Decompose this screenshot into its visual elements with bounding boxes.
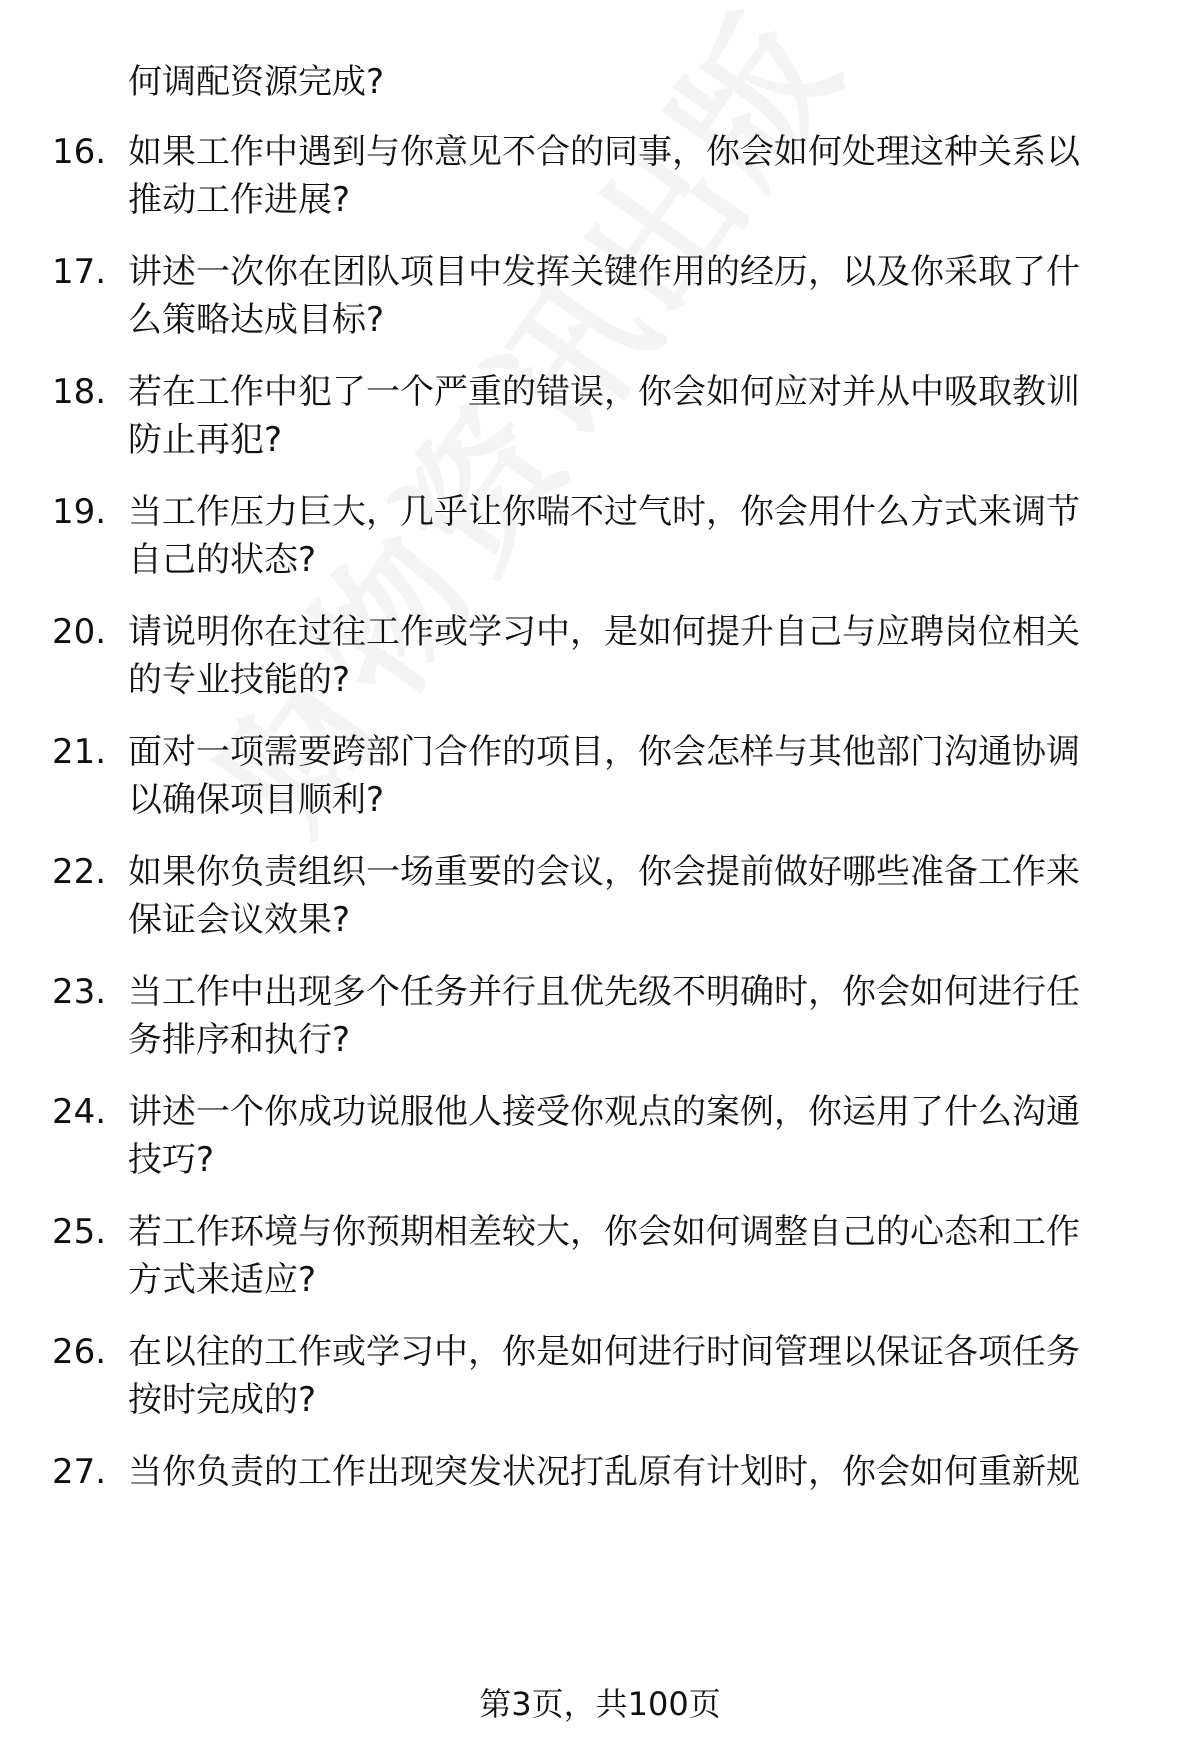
question-text: 若在工作中犯了一个严重的错误，你会如何应对并从中吸取教训 防止再犯? bbox=[128, 372, 1080, 460]
question-number: 17. bbox=[52, 252, 107, 292]
question-number: 21. bbox=[52, 732, 107, 772]
question-number: 26. bbox=[52, 1332, 107, 1372]
question-number: 27. bbox=[52, 1452, 107, 1492]
question-number: 22. bbox=[52, 852, 107, 892]
page-footer: 第3页，共100页 bbox=[479, 1685, 721, 1723]
question-number: 23. bbox=[52, 972, 107, 1012]
question-text: 如果你负责组织一场重要的会议，你会提前做好哪些准备工作来 保证会议效果? bbox=[128, 852, 1080, 940]
question-number: 16. bbox=[52, 132, 107, 172]
question-text: 讲述一个你成功说服他人接受你观点的案例，你运用了什么沟通 技巧? bbox=[128, 1092, 1080, 1180]
question-text: 当工作压力巨大，几乎让你喘不过气时，你会用什么方式来调节 自己的状态? bbox=[128, 492, 1080, 580]
question-number: 20. bbox=[52, 612, 107, 652]
question-text: 请说明你在过往工作或学习中，是如何提升自己与应聘岗位相关 的专业技能的? bbox=[128, 612, 1080, 700]
question-text: 当工作中出现多个任务并行且优先级不明确时，你会如何进行任 务排序和执行? bbox=[128, 972, 1080, 1060]
question-text: 面对一项需要跨部门合作的项目，你会怎样与其他部门沟通协调 以确保项目顺利? bbox=[128, 732, 1080, 820]
question-text: 若工作环境与你预期相差较大，你会如何调整自己的心态和工作 方式来适应? bbox=[128, 1212, 1080, 1300]
question-text: 当你负责的工作出现突发状况打乱原有计划时，你会如何重新规 bbox=[128, 1452, 1080, 1492]
question-number: 19. bbox=[52, 492, 107, 532]
question-text: 如果工作中遇到与你意见不合的同事，你会如何处理这种关系以 推动工作进展? bbox=[128, 132, 1080, 220]
question-number: 24. bbox=[52, 1092, 107, 1132]
question-number: 18. bbox=[52, 372, 107, 412]
question-text: 讲述一次你在团队项目中发挥关键作用的经历，以及你采取了什 么策略达成目标? bbox=[128, 252, 1080, 340]
question-number: 25. bbox=[52, 1212, 107, 1252]
question-text: 在以往的工作或学习中，你是如何进行时间管理以保证各项任务 按时完成的? bbox=[128, 1332, 1080, 1420]
continued-question-text: 何调配资源完成? bbox=[128, 62, 385, 102]
